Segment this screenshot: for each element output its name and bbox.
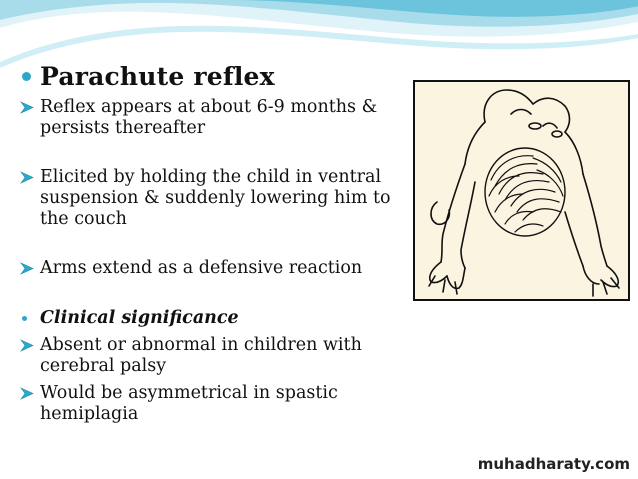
watermark-text: muhadharaty.com [477, 455, 630, 473]
bullet-text: Would be asymmetrical in spastic hemiplagia [40, 383, 338, 424]
dot-bullet-icon [20, 308, 40, 329]
bullet-item [20, 258, 412, 279]
arrow-bullet-icon [20, 167, 40, 188]
bullet-item [20, 97, 412, 139]
arrow-bullet-icon [20, 258, 40, 279]
bullet-text: Absent or abnormal in children with cerebral palsy [40, 335, 362, 376]
clinical-significance-heading: Clinical significance [40, 308, 239, 328]
arrow-bullet-icon [20, 383, 40, 404]
slide-content [20, 62, 412, 425]
bullet-text: Reflex appears at about 6-9 months & persists thereafter [40, 97, 378, 138]
slide-title: Parachute reflex [40, 62, 275, 91]
bullet-text: Elicited by holding the child in ventral suspension & suddenly lowering him to the couch [40, 167, 391, 229]
bullet-text: Arms extend as a defensive reaction [40, 258, 363, 278]
infant-illustration-icon [415, 82, 628, 299]
infant-parachute-reflex-illustration [413, 80, 630, 301]
title-row [20, 62, 412, 91]
arrow-bullet-icon [20, 97, 40, 118]
bullet-item [20, 167, 412, 230]
bullet-item [20, 335, 412, 377]
bullet-item [20, 383, 412, 425]
subheading-item [20, 308, 412, 329]
title-bullet-icon [22, 72, 31, 81]
arrow-bullet-icon [20, 335, 40, 356]
